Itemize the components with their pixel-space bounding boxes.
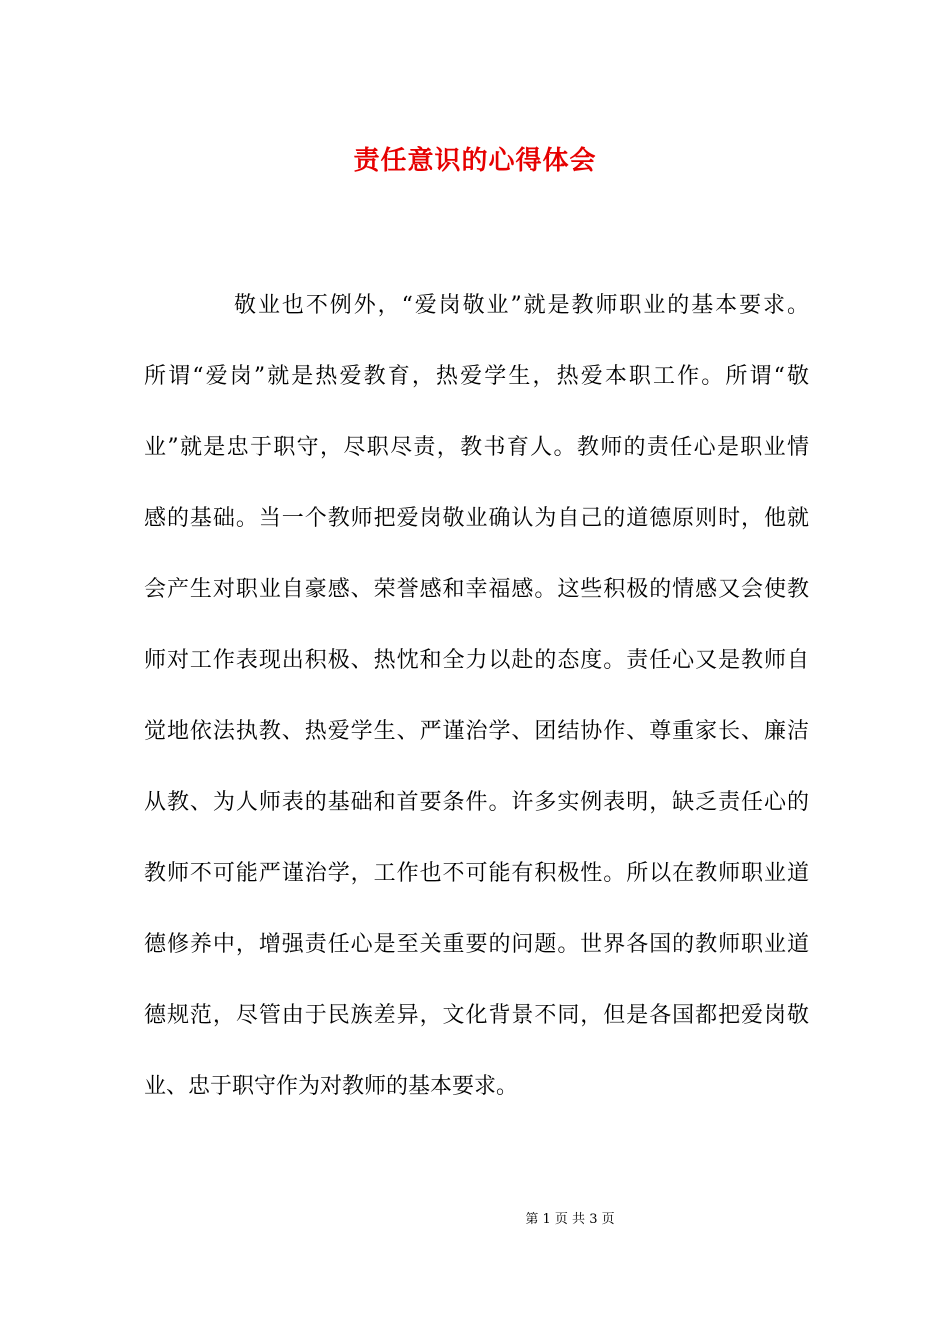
document-body: [144, 270, 812, 1122]
body-line: 德修养中，增强责任心是至关重要的问题。世界各国的教师职业道: [144, 932, 810, 957]
body-line: 业”就是忠于职守，尽职尽责，教书育人。教师的责任心是职业情: [144, 435, 811, 460]
body-line: 德规范，尽管由于民族差异，文化背景不同，但是各国都把爱岗敬: [144, 1003, 810, 1028]
body-line: 师对工作表现出积极、热忱和全力以赴的态度。责任心又是教师自: [144, 648, 810, 673]
body-line: 感的基础。当一个教师把爱岗敬业确认为自己的道德原则时，他就: [144, 506, 810, 531]
body-line: 教师不可能严谨治学，工作也不可能有积极性。所以在教师职业道: [144, 861, 810, 886]
body-line: 业、忠于职守作为对教师的基本要求。: [144, 1074, 519, 1099]
body-line: 会产生对职业自豪感、荣誉感和幸福感。这些积极的情感又会使教: [144, 577, 810, 602]
document-title: 责任意识的心得体会: [353, 146, 597, 176]
body-line: 所谓“爱岗”就是热爱教育，热爱学生，热爱本职工作。所谓“敬: [144, 364, 812, 389]
body-line: 敬业也不例外，“爱岗敬业”就是教师职业的基本要求。: [234, 293, 811, 318]
body-line: 觉地依法执教、热爱学生、严谨治学、团结协作、尊重家长、廉洁: [144, 719, 810, 744]
page-number-footer: 第 1 页 共 3 页: [525, 1212, 615, 1227]
body-line: 从教、为人师表的基础和首要条件。许多实例表明，缺乏责任心的: [144, 790, 810, 815]
